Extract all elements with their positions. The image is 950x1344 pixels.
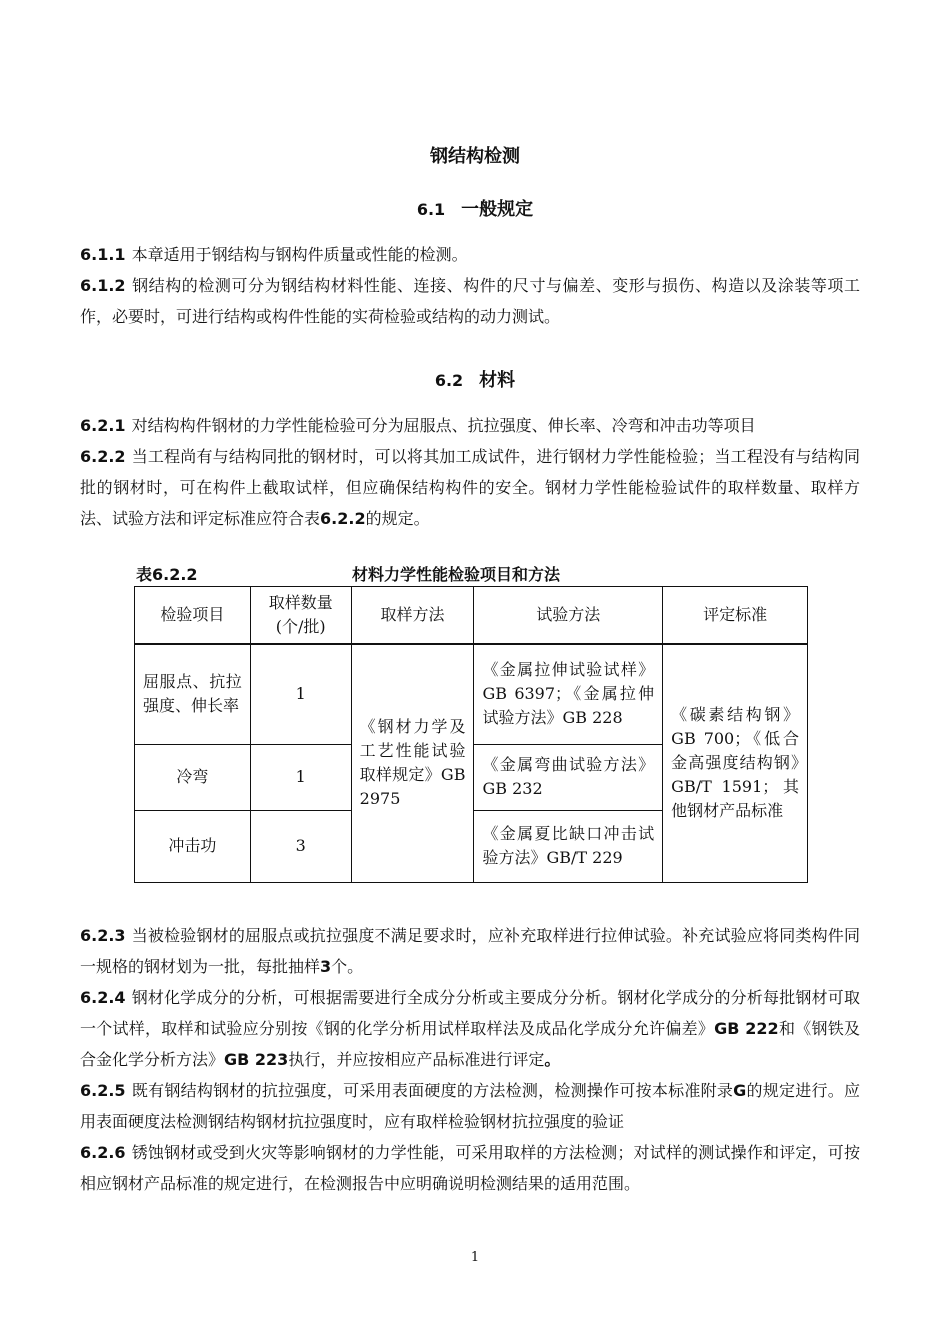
clause-text-tail: 的规定进行。应用表面硬度法检测钢结构钢材抗拉强度时，应有取样检验钢材抗拉强度的验证 xyxy=(80,1081,860,1131)
appendix-letter: G xyxy=(733,1081,747,1100)
clause-number: 6.2.5 xyxy=(80,1081,126,1100)
header-cell: 检验项目 xyxy=(135,587,251,645)
test-method-cell: 《金属弯曲试验方法》GB 232 xyxy=(474,744,663,810)
clause-text: 执行，并应按相应产品标准进行评定 xyxy=(288,1050,545,1069)
item-cell: 冷弯 xyxy=(135,744,251,810)
clause-text: 对结构构件钢材的力学性能检验可分为屈服点、抗拉强度、伸长率、冷弯和冲击功等项目 xyxy=(131,416,756,435)
clause-text: 锈蚀钢材或受到火灾等影响钢材的力学性能，可采用取样的方法检测；对试样的测试操作和评定，可按相应钢材产品标准的规定进行，在检测报告中应明确说明检测结果的适用范围。 xyxy=(80,1143,860,1193)
sample-count: 3 xyxy=(320,957,332,976)
page-number: 1 xyxy=(470,1250,480,1265)
table-caption-number: 表6.2.2 xyxy=(136,565,198,584)
section-number: 6.1 xyxy=(416,200,446,219)
standard-cell: 《碳素结构钢》GB 700；《低合金高强度结构钢》GB/T 1591；其他钢材产品标准 xyxy=(663,644,808,882)
table-header-row xyxy=(135,587,808,645)
section-heading-6-2 xyxy=(0,366,950,392)
header-cell: 评定标准 xyxy=(663,587,808,645)
clause-text: 和《钢铁及合金化学分析方法》 xyxy=(80,1019,860,1069)
test-method-cell: 《金属夏比缺口冲击试验方法》GB/T 229 xyxy=(474,810,663,882)
clause-text: 既有钢结构钢材的抗拉强度，可采用表面硬度的方法检测，检测操作可按本标准附录 xyxy=(131,1081,734,1100)
clause-6-2-6 xyxy=(80,1137,860,1199)
standard-code: GB 223 xyxy=(224,1050,289,1069)
clause-text: 当被检验钢材的屈服点或抗拉强度不满足要求时，应补充取样进行拉伸试验。补充试验应将同类构件同一规格的钢材划为一批，每批抽样 xyxy=(80,926,860,976)
clause-number: 6.1.2 xyxy=(80,276,126,295)
clause-number: 6.2.6 xyxy=(80,1143,126,1162)
clause-text-tail: 的规定。 xyxy=(365,509,430,528)
test-method-cell: 《金属拉伸试验试样》GB 6397；《金属拉伸试验方法》GB 228 xyxy=(474,644,663,744)
clause-number: 6.2.3 xyxy=(80,926,126,945)
clause-text: 钢材化学成分的分析，可根据需要进行全成分分析或主要成分分析。钢材化学成分的分析每批钢材可取一个试样，取样和试验应分别按《钢的化学分析用试样取样法及成品化学成分允许偏差》 xyxy=(80,988,860,1038)
header-cell: 取样数量(个/批) xyxy=(250,587,351,645)
clause-text: 本章适用于钢结构与钢构件质量或性能的检测。 xyxy=(131,245,468,264)
clause-6-2-5 xyxy=(80,1075,860,1137)
clause-6-2-4 xyxy=(80,982,860,1075)
qty-cell: 1 xyxy=(250,644,351,744)
table-caption-title: 材料力学性能检验项目和方法 xyxy=(352,565,561,584)
section-heading-6-1 xyxy=(0,195,950,221)
clause-text: 钢结构的检测可分为钢结构材料性能、连接、构件的尺寸与偏差、变形与损伤、构造以及涂装等项工作，必要时，可进行结构或构件性能的实荷检验或结构的动力测试。 xyxy=(80,276,860,326)
clause-text: 当工程尚有与结构同批的钢材时，可以将其加工成试件，进行钢材力学性能检验；当工程没有与结构同批的钢材时，可在构件上截取试样，但应确保结构构件的安全。钢材力学性能检验试件的取样数量、取样方法、试验方法和评定标准应符合表 xyxy=(80,447,860,528)
header-cell: 试验方法 xyxy=(474,587,663,645)
table-row xyxy=(135,644,808,744)
clause-6-2-1 xyxy=(80,410,860,441)
sampling-method-cell: 《钢材力学及工艺性能试验取样规定》GB 2975 xyxy=(351,644,474,882)
section-number: 6.2 xyxy=(434,371,464,390)
material-test-table xyxy=(134,586,808,883)
clause-text-tail: 个。 xyxy=(331,957,364,976)
clause-number: 6.2.2 xyxy=(80,447,126,466)
section-title: 材料 xyxy=(479,370,516,391)
clause-6-2-2 xyxy=(80,441,860,534)
clause-6-1-2 xyxy=(80,270,860,332)
qty-cell: 3 xyxy=(250,810,351,882)
clause-number: 6.2.4 xyxy=(80,988,126,1007)
clause-6-1-1 xyxy=(80,239,860,270)
standard-code: GB 222 xyxy=(714,1019,779,1038)
table-reference: 6.2.2 xyxy=(320,509,366,528)
document-title: 钢结构检测 xyxy=(430,146,520,167)
item-cell: 屈服点、抗拉强度、伸长率 xyxy=(135,644,251,744)
clause-number: 6.1.1 xyxy=(80,245,126,264)
qty-cell: 1 xyxy=(250,744,351,810)
section-title: 一般规定 xyxy=(461,199,534,220)
item-cell: 冲击功 xyxy=(135,810,251,882)
clause-end-mark: 。 xyxy=(544,1050,561,1069)
clause-6-2-3 xyxy=(80,920,860,982)
header-cell: 取样方法 xyxy=(351,587,474,645)
clause-number: 6.2.1 xyxy=(80,416,126,435)
